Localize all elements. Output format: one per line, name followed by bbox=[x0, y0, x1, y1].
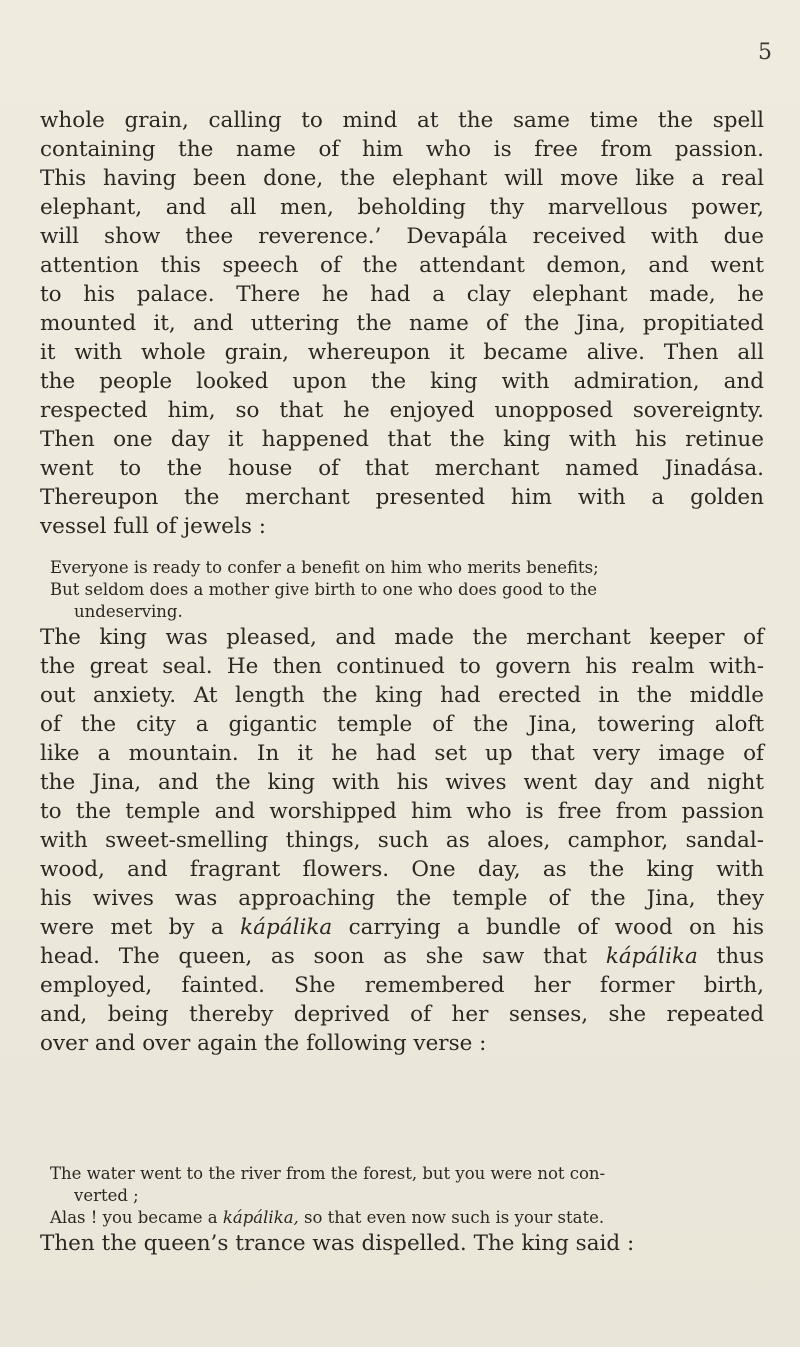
paragraph-3 bbox=[40, 1229, 764, 1258]
text-line: elephant, and all men, beholding thy marvellous power, bbox=[40, 195, 764, 220]
italic-term: kápálika bbox=[605, 944, 698, 969]
text-line: The king was pleased, and made the merchant keeper of bbox=[40, 625, 764, 650]
text-line: employed, fainted. She remembered her former birth, bbox=[40, 973, 764, 998]
italic-term: kápálika, bbox=[222, 1208, 299, 1227]
paragraph-2 bbox=[40, 623, 764, 1058]
text-line: over and over again the following verse : bbox=[40, 1031, 487, 1056]
text-line: vessel full of jewels : bbox=[40, 514, 267, 539]
text-line: Then the queen’s trance was dispelled. The king said : bbox=[40, 1231, 635, 1256]
italic-term: kápálika bbox=[240, 915, 333, 940]
text-line bbox=[40, 913, 764, 942]
text-line bbox=[40, 942, 764, 971]
text-line: went to the house of that merchant named Jinadása. bbox=[40, 456, 764, 481]
text-line: the Jina, and the king with his wives went day and night bbox=[40, 770, 764, 795]
text-line: out anxiety. At length the king had erected in the middle bbox=[40, 683, 764, 708]
text-fragment: carrying a bundle of wood on his bbox=[348, 915, 765, 940]
text-line: attention this speech of the attendant demon, and went bbox=[40, 253, 764, 278]
text-line: the great seal. He then continued to govern his realm with- bbox=[40, 654, 764, 679]
text-line: wood, and fragrant flowers. One day, as the king with bbox=[40, 857, 764, 882]
text-fragment: head. The queen, as soon as she saw that bbox=[40, 944, 588, 969]
text-fragment: so that even now such is your state. bbox=[304, 1208, 605, 1227]
text-line: the people looked upon the king with admiration, and bbox=[40, 369, 764, 394]
text-line: whole grain, calling to mind at the same time the spell bbox=[40, 108, 764, 133]
verse-line: But seldom does a mother give birth to one who does good to the bbox=[50, 580, 598, 599]
text-line: Then one day it happened that the king with his retinue bbox=[40, 427, 764, 452]
verse-line: Everyone is ready to confer a benefit on him who merits benefits; bbox=[50, 558, 599, 577]
text-line: with sweet-smelling things, such as aloes, camphor, sandal- bbox=[40, 828, 764, 853]
verse-quote-2 bbox=[50, 1163, 762, 1229]
text-line: respected him, so that he enjoyed unopposed sovereignty. bbox=[40, 398, 764, 423]
text-line: it with whole grain, whereupon it became alive. Then all bbox=[40, 340, 764, 365]
text-fragment: Alas ! you became a bbox=[50, 1208, 218, 1227]
verse-line: undeserving. bbox=[74, 602, 183, 621]
text-line: Thereupon the merchant presented him with a golden bbox=[40, 485, 764, 510]
text-line: This having been done, the elephant will move like a real bbox=[40, 166, 764, 191]
text-line: to the temple and worshipped him who is free from passion bbox=[40, 799, 764, 824]
text-line: like a mountain. In it he had set up that very image of bbox=[40, 741, 764, 766]
verse-line bbox=[50, 1207, 762, 1229]
verse-quote-1 bbox=[50, 557, 762, 623]
text-line: to his palace. There he had a clay elephant made, he bbox=[40, 282, 764, 307]
text-line: will show thee reverence.’ Devapála received with due bbox=[40, 224, 764, 249]
text-line: and, being thereby deprived of her senses, she repeated bbox=[40, 1002, 764, 1027]
paragraph-1 bbox=[40, 106, 764, 541]
text-line: his wives was approaching the temple of the Jina, they bbox=[40, 886, 764, 911]
verse-line: verted ; bbox=[74, 1186, 139, 1205]
verse-line: The water went to the river from the forest, but you were not con- bbox=[50, 1164, 606, 1183]
text-fragment: thus bbox=[716, 944, 764, 969]
text-line: mounted it, and uttering the name of the Jina, propitiated bbox=[40, 311, 764, 336]
page-number: 5 bbox=[758, 40, 772, 65]
text-line: containing the name of him who is free from passion. bbox=[40, 137, 764, 162]
text-fragment: were met by a bbox=[40, 915, 224, 940]
text-line: of the city a gigantic temple of the Jina, towering aloft bbox=[40, 712, 764, 737]
